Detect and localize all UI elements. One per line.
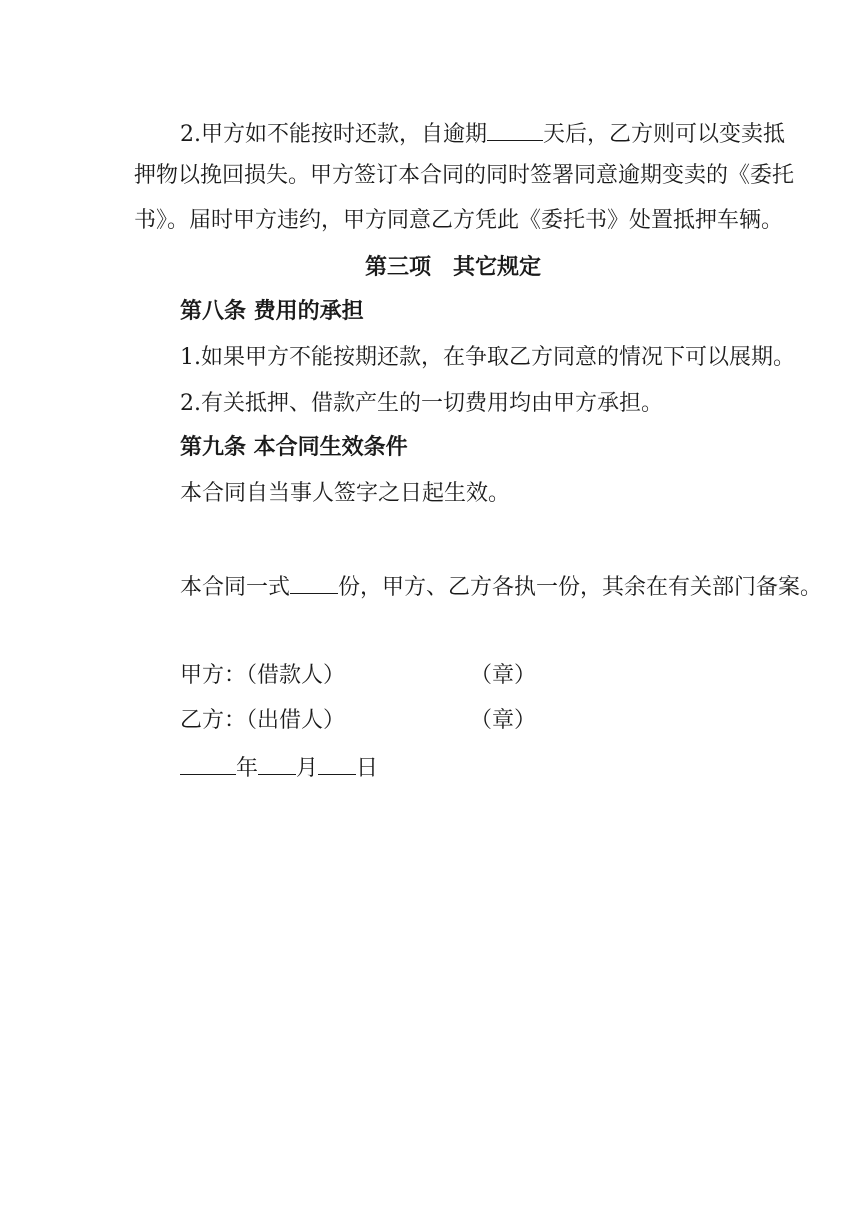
year-blank[interactable] <box>180 752 236 775</box>
article-8-item-1: 1.如果甲方不能按期还款，在争取乙方同意的情况下可以展期。 <box>180 345 795 370</box>
clause-2-line-3: 书》。届时甲方违约，甲方同意乙方凭此《委托书》处置抵押车辆。 <box>134 208 784 233</box>
section-3-title: 第三项 其它规定 <box>365 255 542 280</box>
copies-count-blank[interactable] <box>290 571 338 594</box>
article-9-text: 本合同自当事人签字之日起生效。 <box>180 481 511 506</box>
year-label: 年 <box>236 756 259 781</box>
party-a-label: 甲方：（借款人） <box>180 663 346 688</box>
clause-2-line-2: 押物以挽回损失。甲方签订本合同的同时签署同意逾期变卖的《委托 <box>134 163 795 188</box>
copies-text-a: 本合同一式 <box>180 575 291 600</box>
clause-2-line-1 <box>180 118 785 149</box>
day-label: 日 <box>356 756 379 781</box>
clause-2-text-a: 2.甲方如不能按时还款，自逾期 <box>180 122 487 147</box>
party-b-seal: （章） <box>470 708 537 733</box>
article-8-item-2: 2.有关抵押、借款产生的一切费用均由甲方承担。 <box>180 391 663 416</box>
day-blank[interactable] <box>318 752 356 775</box>
party-a-seal: （章） <box>470 663 537 688</box>
clause-2-text-b: 天后，乙方则可以变卖抵 <box>543 122 786 147</box>
party-b-label: 乙方：（出借人） <box>180 708 346 733</box>
article-8-title: 第八条 费用的承担 <box>180 299 364 324</box>
signing-date <box>180 752 378 783</box>
overdue-days-blank[interactable] <box>487 118 543 141</box>
month-label: 月 <box>296 756 319 781</box>
article-9-title: 第九条 本合同生效条件 <box>180 435 408 460</box>
copies-text-b: 份，甲方、乙方各执一份，其余在有关部门备案。 <box>338 575 823 600</box>
month-blank[interactable] <box>258 752 296 775</box>
copies-line <box>180 571 822 602</box>
